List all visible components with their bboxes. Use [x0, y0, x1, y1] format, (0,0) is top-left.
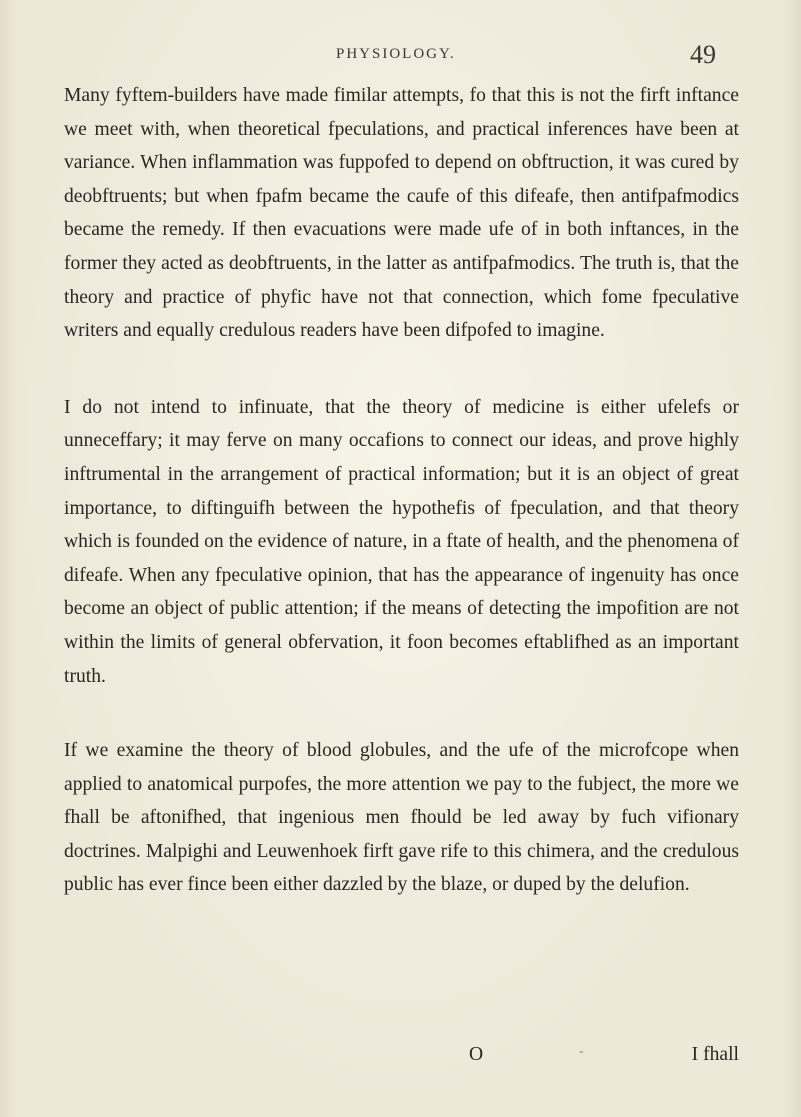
- page-footer: [64, 1044, 739, 1078]
- paragraph-1: Many fyftem-builders have made fimilar attempts, fo that this is not the firft inftance we meet with, when theoretical fpeculations, and practical inferences have been at variance. When inflammation was fuppofed to depend on obftruction, it was cured by deobftruents; but when fpafm became the caufe of this difeafe, then antifpafmodics became the remedy. If then evacuations were made ufe of in both inftances, in the former they acted as deobftruents, in the latter as antifpafmodics. The truth is, that the theory and practice of phyfic have not that connection, which fome fpeculative writers and equally credulous readers have been difpofed to imagine.: [64, 85, 739, 342]
- signature-mark: O: [469, 1044, 484, 1065]
- paragraph-gap: [64, 693, 739, 734]
- printer-mark: -: [579, 1044, 584, 1059]
- paragraph-3: If we examine the theory of blood globules, and the ufe of the microfcope when applied to anatomical purpofes, the more attention we pay to the fubject, the more we fhall be aftonifhed, that ingenious men fhould be led away by fuch vifionary doctrines. Malpighi and Leuwenhoek firft gave rife to this chimera, and the credulous public has ever fince been either dazzled by the blaze, or duped by the delufion.: [64, 740, 739, 896]
- paragraph-2: I do not intend to infinuate, that the theory of medicine is either ufelefs or unneceffary; it may ferve on many occafions to connect our ideas, and prove highly inftrumental in the arrangement of practical information; but it is an object of great importance, to diftinguifh between the hypothefis of fpeculation, and that theory which is founded on the evidence of nature, in a ftate of health, and the phenomena of difeafe. When any fpeculative opinion, that has the appearance of ingenuity has once become an object of public attention; if the means of detecting the impofition are not within the limits of general obfervation, it foon becomes eftablifhed as an important truth.: [64, 396, 739, 687]
- paragraph-gap: [64, 348, 739, 391]
- page-number: 49: [690, 40, 716, 69]
- body-text: [64, 79, 739, 902]
- running-head: PHYSIOLOGY.: [336, 46, 456, 62]
- catchword: I fhall: [691, 1044, 739, 1065]
- page-header: [0, 40, 801, 80]
